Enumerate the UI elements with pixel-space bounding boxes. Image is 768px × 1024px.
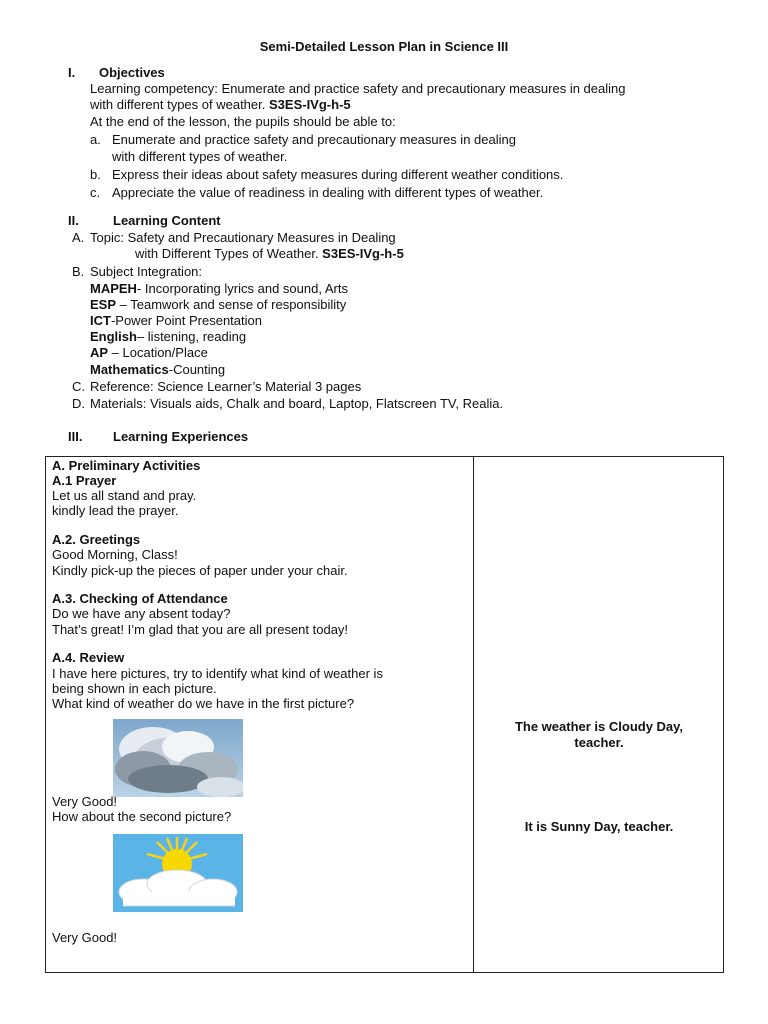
objectives-number: I. [68,65,76,80]
objective-b-line: Express their ideas about safety measures during different weather conditions. [112,167,564,182]
topic-code: S3ES-IVg-h-5 [322,246,404,261]
attendance-heading: A.3. Checking of Attendance [52,591,228,606]
competency-code: S3ES-IVg-h-5 [269,97,351,112]
second-picture-prompt: How about the second picture? [52,809,232,824]
cloudy-weather-image [113,719,243,797]
objectives-heading: Objectives [99,65,165,80]
subject-ict: ICT-Power Point Presentation [90,313,262,328]
page-title: Semi-Detailed Lesson Plan in Science III [259,39,509,54]
content-number: II. [68,213,79,228]
objective-a-line-1: Enumerate and practice safety and precautionary measures in dealing [112,132,516,147]
experiences-heading: Learning Experiences [113,429,249,444]
objective-a-letter: a. [90,132,101,147]
integration-label: Subject Integration: [90,264,203,279]
answer-cloudy-line-2: teacher. [574,735,624,750]
topic-letter: A. [72,230,85,245]
subject-mathematics: Mathematics-Counting [90,362,226,377]
prayer-line-2: kindly lead the prayer. [52,503,179,518]
topic-line-2: with Different Types of Weather. S3ES-IVg-h-5 [135,246,404,261]
review-line-1: I have here pictures, try to identify what kind of weather is [52,666,383,681]
preliminary-heading: A. Preliminary Activities [52,458,201,473]
very-good-1: Very Good! [52,794,118,809]
objective-a-line-2: with different types of weather. [112,149,288,164]
review-line-3: What kind of weather do we have in the first picture? [52,696,355,711]
objective-c-line: Appreciate the value of readiness in dealing with different types of weather. [112,185,544,200]
learning-experiences-table [45,456,724,973]
greetings-line-1: Good Morning, Class! [52,547,178,562]
reference-text: Reference: Science Learner’s Material 3 pages [90,379,362,394]
experiences-number: III. [68,429,83,444]
subject-esp: ESP – Teamwork and sense of responsibility [90,297,347,312]
answer-sunny: It is Sunny Day, teacher. [524,819,674,834]
prayer-heading: A.1 Prayer [52,473,117,488]
review-heading: A.4. Review [52,650,125,665]
objectives-intro: At the end of the lesson, the pupils should be able to: [90,114,396,129]
answer-cloudy-line-1: The weather is Cloudy Day, [514,719,684,734]
subject-ap: AP – Location/Place [90,345,208,360]
greetings-line-2: Kindly pick-up the pieces of paper under your chair. [52,563,348,578]
prayer-line-1: Let us all stand and pray. [52,488,197,503]
review-line-2: being shown in each picture. [52,681,217,696]
very-good-2: Very Good! [52,930,118,945]
topic-line-1: Topic: Safety and Precautionary Measures in Dealing [90,230,396,245]
competency-line-2: with different types of weather. S3ES-IVg-h-5 [90,97,351,112]
content-heading: Learning Content [113,213,221,228]
attendance-line-2: That’s great! I’m glad that you are all present today! [52,622,349,637]
reference-letter: C. [72,379,85,394]
sunny-weather-image [113,834,243,912]
pupil-response-cell [474,457,724,973]
greetings-heading: A.2. Greetings [52,532,141,547]
materials-letter: D. [72,396,85,411]
attendance-line-1: Do we have any absent today? [52,606,231,621]
competency-line-1: Learning competency: Enumerate and practice safety and precautionary measures in dealing [90,81,626,96]
materials-text: Materials: Visuals aids, Chalk and board, Laptop, Flatscreen TV, Realia. [90,396,504,411]
subject-english: English– listening, reading [90,329,247,344]
subject-mapeh: MAPEH- Incorporating lyrics and sound, Arts [90,281,348,296]
integration-letter: B. [72,264,85,279]
objective-b-letter: b. [90,167,101,182]
objective-c-letter: c. [90,185,101,200]
teacher-activity-cell [46,457,474,973]
